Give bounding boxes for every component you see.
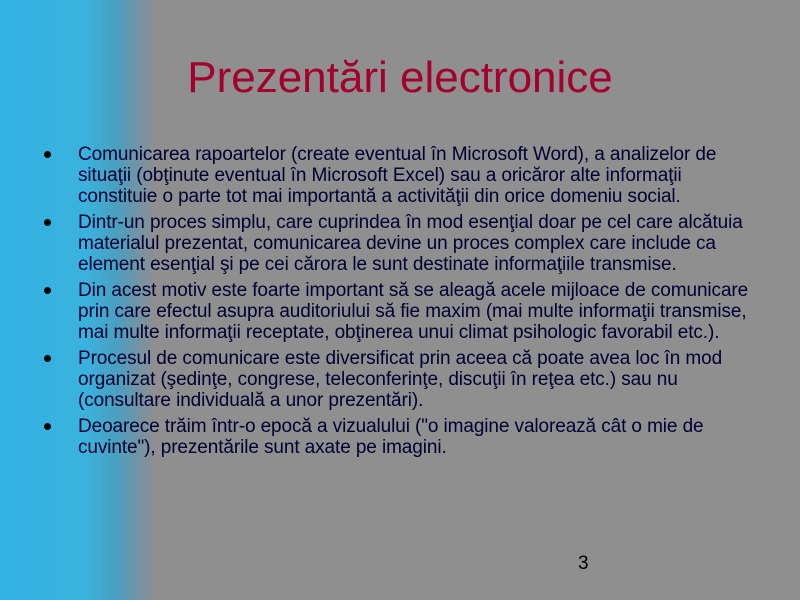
bullet-text: Dintr-un proces simplu, care cuprindea în mod esenţial doar pe cel care alcătuia materialul prezentat, comunicarea devine un proces complex care include ca element esenţial şi pe cei cărora le sunt destinate informaţiile transmise. — [78, 212, 743, 275]
bullet-text: Procesul de comunicare este diversificat prin aceea că poate avea loc în mod organizat (şedinţe, congrese, teleconferinţe, discuţii în reţea etc.) sau nu (consultare individuală a unor prezentări). — [78, 348, 723, 411]
bullet-dot-icon — [44, 423, 51, 430]
bullet-text: Deoarece trăim într-o epocă a vizualului ("o imagine valorează cât o mie de cuvinte"), prezentările sunt axate pe imagini. — [78, 416, 704, 458]
bullet-item — [44, 144, 764, 207]
bullet-list — [44, 144, 764, 463]
bullet-item — [44, 212, 764, 275]
bullet-text: Comunicarea rapoartelor (create eventual în Microsoft Word), a analizelor de situaţii (obţinute eventual în Microsoft Excel) sau a oricăror alte informaţii constituie o parte tot mai importantă a activităţii din orice domeniu social. — [78, 144, 717, 207]
bullet-text: Din acest motiv este foarte important să se aleagă acele mijloace de comunicare prin care efectul asupra auditoriului să fie maxim (mai multe informaţii transmise, mai multe informaţii receptate, obţinerea unui climat psihologic favorabil etc.). — [78, 280, 749, 343]
bullet-dot-icon — [44, 151, 51, 158]
slide-title: Prezentări electronice — [187, 53, 613, 102]
bullet-dot-icon — [44, 287, 51, 294]
bullet-item — [44, 416, 764, 458]
bullet-item — [44, 280, 764, 343]
bullet-dot-icon — [44, 219, 51, 226]
page-number: 3 — [578, 553, 589, 574]
bullet-dot-icon — [44, 355, 51, 362]
bullet-item — [44, 348, 764, 411]
